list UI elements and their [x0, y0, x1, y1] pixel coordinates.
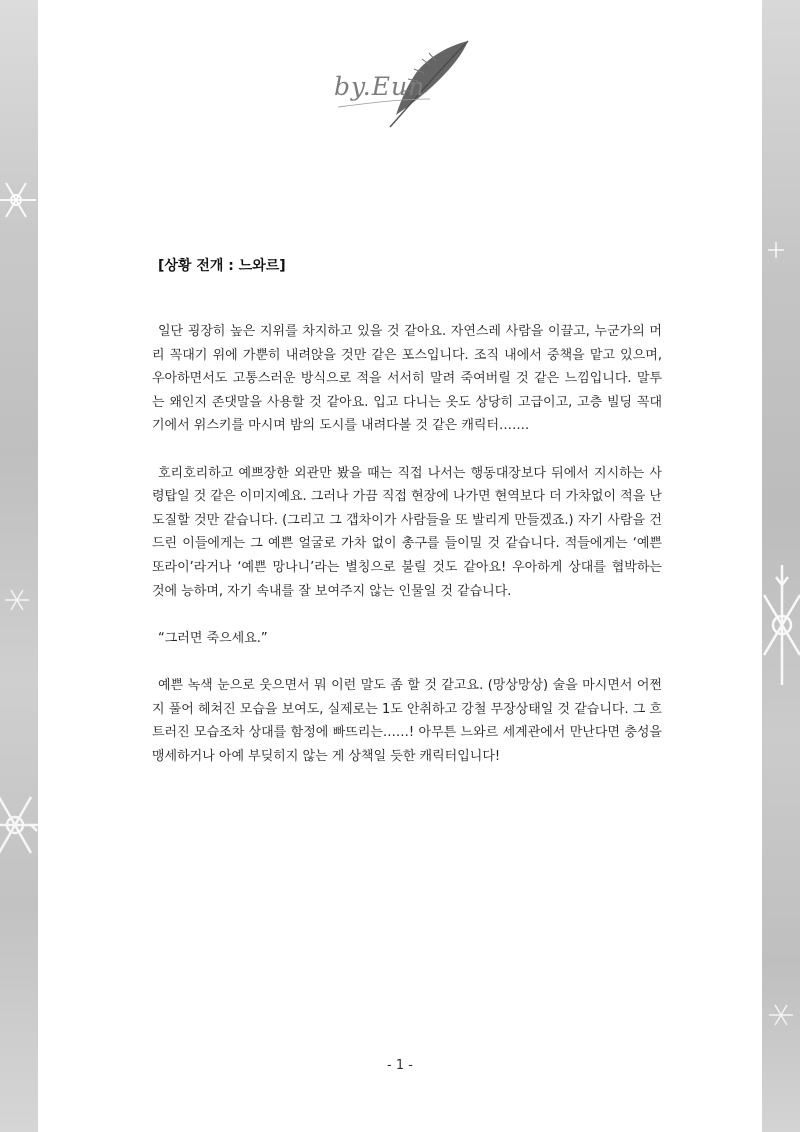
document-body — [152, 320, 662, 792]
left-decorative-border — [0, 0, 38, 1132]
section-title: [상황 전개 : 느와르] — [158, 258, 286, 274]
snowflake-icon — [766, 1000, 796, 1030]
logo-signature: by.Eun — [334, 72, 426, 101]
snowflake-icon — [2, 585, 32, 615]
snowflake-icon — [0, 178, 38, 222]
paragraph: 예쁜 녹색 눈으로 웃으면서 뭐 이런 말도 좀 할 것 같고요. (망상망상) 술을 마시면서 어쩐지 풀어 헤쳐진 모습을 보여도, 실제로는 1도 안취하고 강철 무장상태일 것 같습니다. 그 흐트러진 모습조차 상대를 함정에 빠뜨리는……! 아무튼 느와르 세계관에서 만난다면 충성을 맹세하거나 아예 부딪히지 않는 게 상책일 듯한 캐릭터입니다! — [152, 677, 662, 764]
snowflake-icon — [762, 560, 800, 690]
right-decorative-border — [762, 0, 800, 1132]
paragraph: 일단 굉장히 높은 지위를 차지하고 있을 것 같아요. 자연스레 사람을 이끌고, 누군가의 머리 꼭대기 위에 가뿐히 내려앉을 것만 같은 포스입니다. 조직 내에서 중책을 맡고 있으며, 우아하면서도 고통스러운 방식으로 적을 서서히 말려 죽여버릴 것 같은 느낌입니다. 말투는 왜인지 존댓말을 사용할 것 같아요. 입고 다니는 옷도 상당히 고급이고, 고층 빌딩 꼭대기에서 위스키를 마시며 밤의 도시를 내려다볼 것 같은 캐릭터……. — [152, 324, 662, 434]
page-number: - 1 - — [387, 1058, 413, 1073]
paragraph: 호리호리하고 예쁘장한 외관만 봤을 때는 직접 나서는 행동대장보다 뒤에서 지시하는 사령탑일 것 같은 이미지예요. 그러나 가끔 직접 현장에 나가면 현역보다 더 가차없이 적을 난도질할 것만 같습니다. (그리고 그 갭차이가 사람들을 또 발리게 만들겠죠.) 자기 사람을 건드린 이들에게는 그 예쁜 얼굴로 가차 없이 총구를 들이밀 것 같습니다. 적들에게는 ‘예쁜 또라이’라거나 ‘예쁜 망나니’라는 별칭으로 불릴 것도 같아요! 우아하게 상대를 협박하는 것에 능하며, 자기 속내를 잘 보여주지 않는 인물일 것 같습니다. — [152, 465, 662, 599]
quote-paragraph: “그러면 죽으세요.” — [158, 630, 268, 646]
sparkle-icon — [766, 240, 786, 260]
